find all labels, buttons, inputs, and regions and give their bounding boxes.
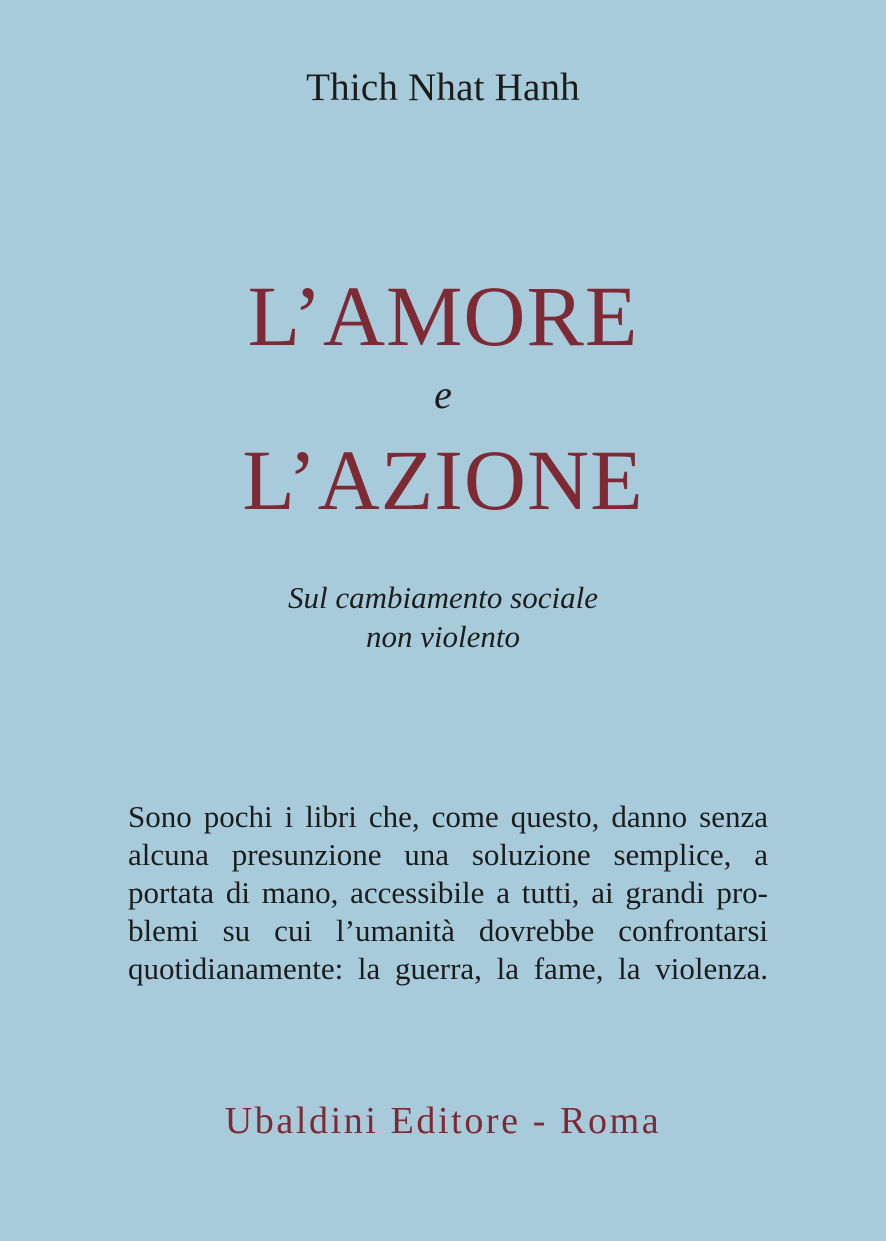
blurb-line: quotidianamente: la guerra, la fame, la violenza. <box>128 951 768 986</box>
cover-blurb <box>128 798 768 988</box>
publisher-imprint: Ubaldini Editore - Roma <box>224 1100 662 1142</box>
title-line-2: L’AZIONE <box>242 432 644 528</box>
blurb-line: Sono pochi i libri che, come questo, danno senza <box>128 799 768 834</box>
subtitle-line-2: non violento <box>365 619 521 654</box>
blurb-line: blemi su cui l’umanità dovrebbe confrontarsi <box>128 913 768 948</box>
title-line-1: L’AMORE <box>247 268 639 364</box>
blurb-line: portata di mano, accessibile a tutti, ai grandi pro- <box>128 875 768 910</box>
blurb-line: alcuna presunzione una soluzione semplice, a <box>128 837 768 872</box>
title-conjunction: e <box>434 372 452 417</box>
subtitle <box>0 578 886 656</box>
subtitle-line-1: Sul cambiamento sociale <box>288 580 598 615</box>
author-name: Thich Nhat Hanh <box>306 66 580 109</box>
